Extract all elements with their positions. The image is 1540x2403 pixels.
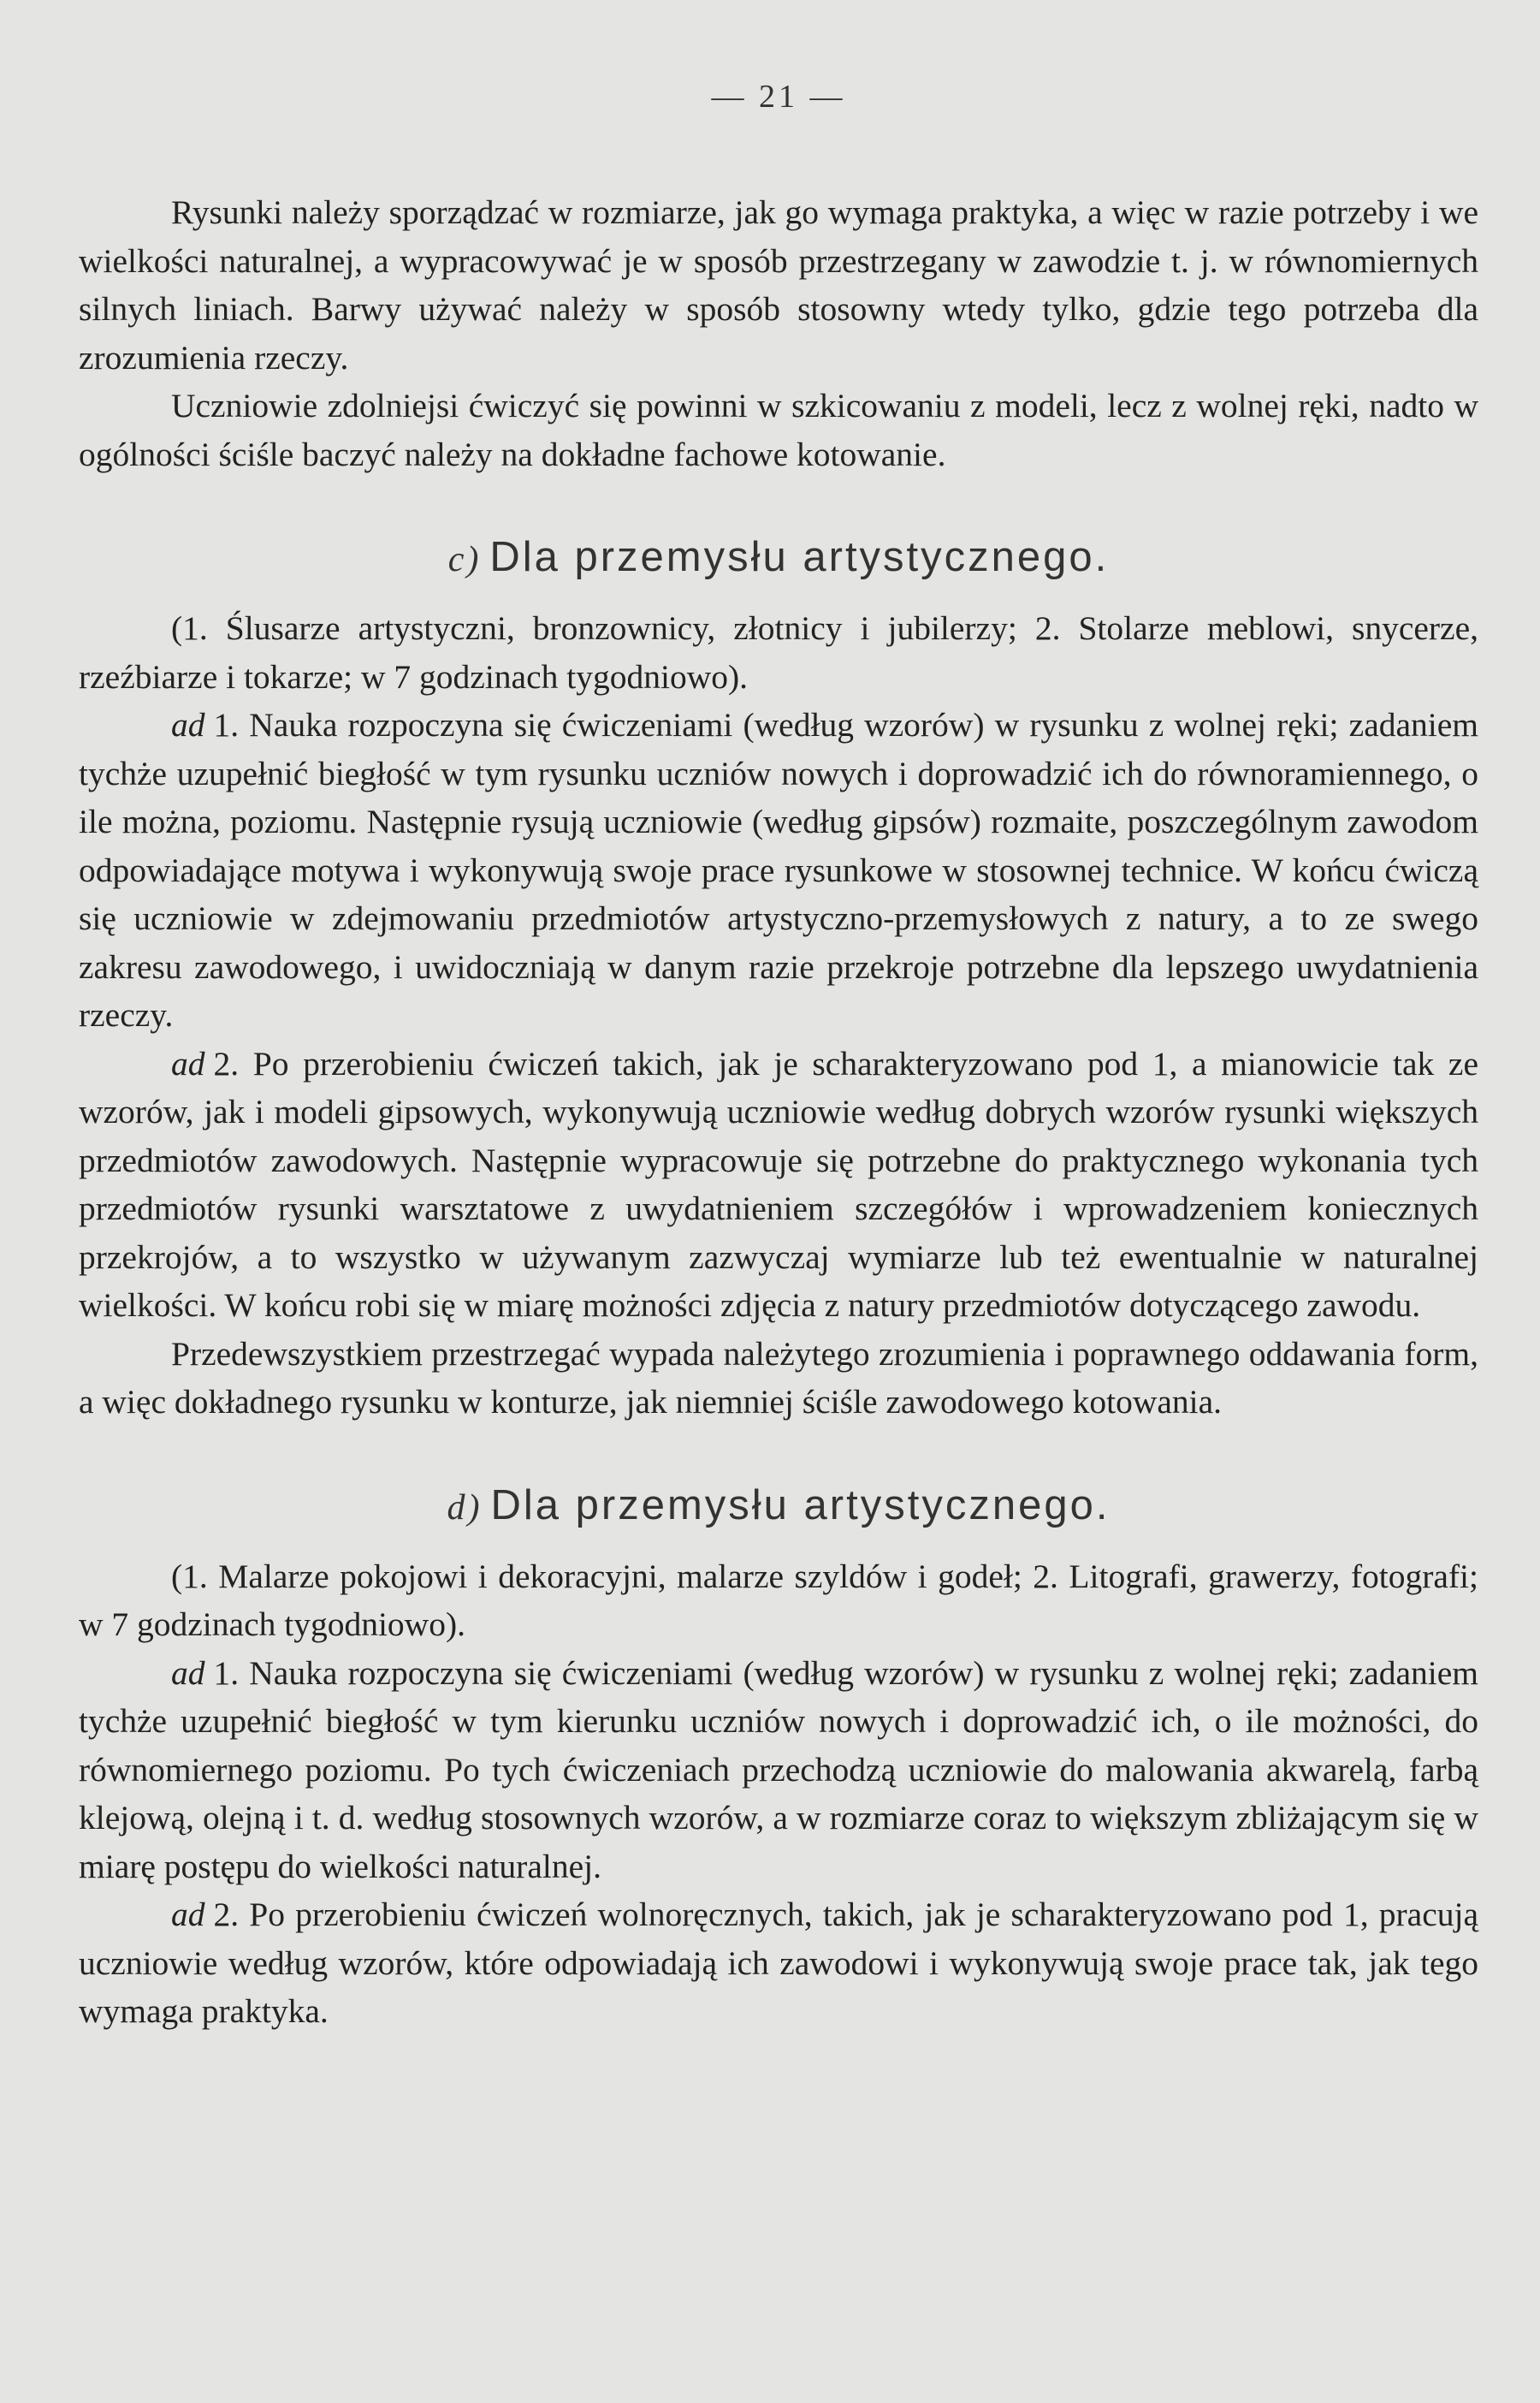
section-d-body	[79, 1552, 1478, 2036]
ad-label: ad	[171, 1653, 205, 1692]
section-title: Dla przemysłu artystycznego.	[490, 1481, 1111, 1528]
ad-text: 2. Po przerobieniu ćwiczeń wolnoręcznych, takich, jak je scharakteryzowano pod 1, pracują uczniowie według wzorów, które odpowiadają ich zawodowi i wykonywują swoje prace tak, jak tego wymaga praktyka.	[79, 1896, 1478, 2030]
paragraph: Uczniowie zdolniejsi ćwiczyć się powinni w szkicowaniu z modeli, lecz z wolnej ręki, nadto w ogólności ściśle baczyć należy na dokładne fachowe kotowanie.	[79, 387, 1478, 473]
section-heading-c	[79, 531, 1478, 585]
ad-label: ad	[171, 706, 205, 744]
section-heading-d	[79, 1480, 1478, 1534]
section-letter: d)	[447, 1487, 483, 1528]
section-letter: c)	[447, 540, 482, 579]
paragraph-ad-1	[79, 701, 1478, 1040]
page-number: — 21 —	[711, 79, 846, 115]
ad-label: ad	[171, 1044, 205, 1083]
ad-text: 1. Nauka rozpoczyna się ćwiczeniami (według wzorów) w rysunku z wolnej ręki; zadaniem tychże uzupełnić biegłość w tym rysunku uczniów nowych i doprowadzić ich do równoramiennego, o ile można, poziomu. Następnie rysują uczniowie (według gipsów) rozmaite, poszczególnym zawodom odpowiadające motywa i wykonywują swoje prace rysunkowe w stosownej technice. W końcu ćwiczą się uczniowie w zdejmowaniu przedmiotów artystyczno-przemysłowych z natury, a to ze swego zakresu zawodowego, i uwidoczniają w danym razie przekroje potrzebne dla lepszego uwydatnienia rzeczy.	[79, 706, 1478, 1034]
ad-label: ad	[171, 1896, 205, 1933]
section-title: Dla przemysłu artystycznego.	[489, 534, 1110, 580]
paragraph-ad-2	[79, 1040, 1478, 1330]
section-c-body	[79, 604, 1478, 1427]
paragraph: (1. Ślusarze artystyczni, bronzownicy, złotnicy i jubilerzy; 2. Stolarze meblowi, snycerze, rzeźbiarze i tokarze; w 7 godzinach tygodniowo).	[79, 609, 1478, 696]
paragraph: (1. Malarze pokojowi i dekoracyjni, malarze szyldów i godeł; 2. Litografi, grawerzy, fotografi; w 7 godzinach tygodniowo).	[79, 1557, 1478, 1643]
paragraph-ad-1	[79, 1649, 1478, 1891]
ad-text: 1. Nauka rozpoczyna się ćwiczeniami (według wzorów) w rysunku z wolnej ręki; zadaniem tychże uzupełnić biegłość w tym kierunku uczniów nowych i doprowadzić ich, o ile możności, do równomiernego poziomu. Po tych ćwiczeniach przechodzą uczniowie do malowania akwarelą, farbą klejową, olejną i t. d. według stosownych wzorów, a w rozmiarze coraz to większym zbliżającym się w miarę postępu do wielkości naturalnej.	[79, 1653, 1478, 1885]
intro-section	[79, 188, 1478, 478]
ad-text: 2. Po przerobieniu ćwiczeń takich, jak je scharakteryzowano pod 1, a mianowicie tak ze wzorów, jak i modeli gipsowych, wykonywują uczniowie według dobrych wzorów rysunki większych przedmiotów zawodowych. Następnie wypracowuje się potrzebne do praktycznego wykonania tych przedmiotów rysunki warsztatowe z uwydatnieniem szczegółów i wprowadzeniem koniecznych przekrojów, a to wszystko w używanym zazwyczaj wymiarze lub też ewentualnie w naturalnej wielkości. W końcu robi się w miarę możności zdjęcia z natury przedmiotów dotyczącego zawodu.	[79, 1044, 1478, 1324]
paragraph: Rysunki należy sporządzać w rozmiarze, jak go wymaga praktyka, a więc w razie potrzeby i we wielkości naturalnej, a wypracowywać je w sposób przestrzegany w zawodzie t. j. w równomiernych silnych liniach. Barwy używać należy w sposób stosowny wtedy tylko, gdzie tego potrzeba dla zrozumienia rzeczy.	[79, 193, 1478, 377]
paragraph: Przedewszystkiem przestrzegać wypada należytego zrozumienia i poprawnego oddawania form, a więc dokładnego rysunku w konturze, jak niemniej ściśle zawodowego kotowania.	[79, 1334, 1478, 1421]
paragraph-ad-2	[79, 1890, 1478, 2036]
